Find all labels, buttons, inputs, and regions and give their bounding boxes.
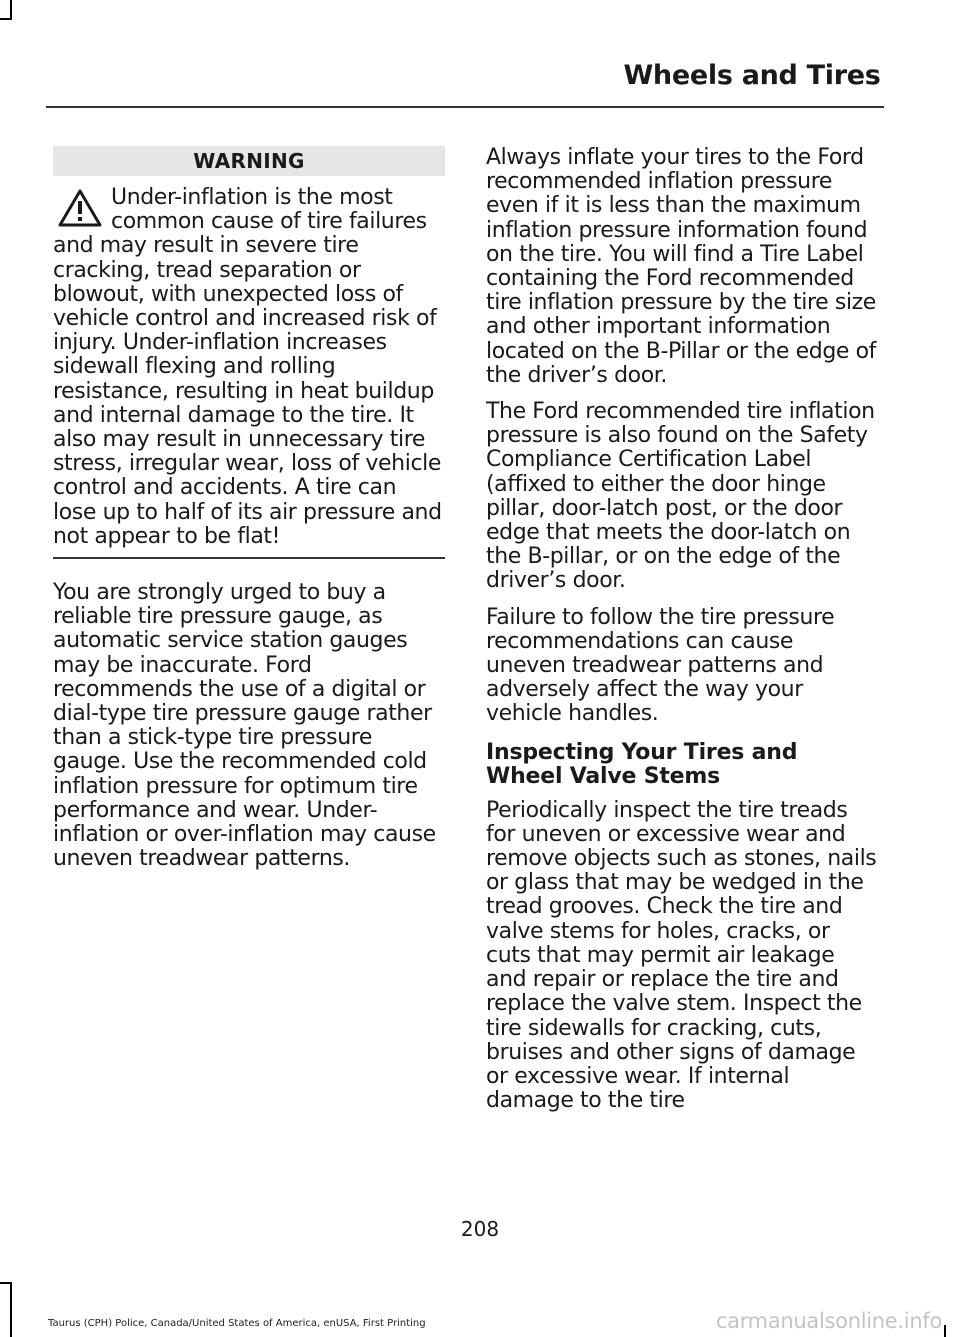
section-heading: Inspecting Your Tires and Wheel Valve Stems — [486, 739, 798, 789]
crop-mark-bottom-left-horizontal — [0, 1282, 12, 1284]
crop-mark-top-left-horizontal — [0, 18, 12, 20]
crop-mark-bottom-right-vertical — [944, 1325, 946, 1337]
warning-text: Under-inflation is the most common cause of tire failures and may result in severe tire cracking, tread separation or blowout, with unexpected loss of vehicle control and increased risk of injury. Under-inflation increases sidewall flexing and rolling resistance, resulting in heat buildup and internal damage to the tire. It also may result in unnecessary tire stress, irregular wear, loss of vehicle control and accidents. A tire can lose up to half of its air pressure and not appear to be flat! — [53, 185, 442, 549]
page-title — [0, 60, 930, 91]
left-paragraph-1: You are strongly urged to buy a reliable tire pressure gauge, as automatic service station gauges may be inaccurate. Ford recommends the use of a digital or dial-type tire pressure gauge rather than a stick-type tire pressure gauge. Use the recommended cold inflation pressure for optimum tire performance and wear. Under-inflation or over-inflation may cause uneven treadwear patterns. — [53, 580, 436, 872]
header-divider — [46, 106, 884, 108]
publication-footer: Taurus (CPH) Police, Canada/United States of America, enUSA, First Printing — [48, 1318, 426, 1329]
left-column — [53, 146, 445, 871]
right-paragraph-3: Failure to follow the tire pressure recommendations can cause uneven treadwear patterns and adversely affect the way your vehicle handles. — [486, 604, 835, 727]
warning-box — [53, 186, 445, 549]
page-number: 208 — [460, 1217, 500, 1241]
crop-mark-top-left-vertical — [10, 0, 12, 20]
warning-divider — [53, 557, 445, 559]
page-title-text: Wheels and Tires — [623, 60, 881, 91]
warning-triangle-icon — [57, 188, 103, 228]
crop-mark-bottom-left-vertical — [10, 1282, 12, 1337]
right-paragraph-2: The Ford recommended tire inflation pressure is also found on the Safety Compliance Certification Label (affixed to either the door hinge pillar, door-latch post, or the door edge that meets the door-latch on the B-pillar, or on the edge of the driver’s door. — [486, 399, 875, 594]
section-paragraph: Periodically inspect the tire treads for uneven or excessive wear and remove objects such as stones, nails or glass that may be wedged in the tread grooves. Check the tire and valve stems for holes, cracks, or cuts that may permit air leakage and repair or replace the tire and replace the valve stem. Inspect the tire sidewalls for cracking, cuts, bruises and other signs of damage or excessive wear. If internal damage to the tire — [486, 797, 877, 1114]
right-column — [486, 146, 878, 1113]
right-paragraph-1: Always inflate your tires to the Ford recommended inflation pressure even if it is less than the maximum inflation pressure information found on the tire. You will find a Tire Label containing the Ford recommended tire inflation pressure by the tire size and other important information located on the B-Pillar or the edge of the driver’s door. — [486, 145, 877, 388]
warning-heading: WARNING — [53, 146, 445, 176]
watermark: carmanualsonline.info — [715, 1309, 942, 1333]
